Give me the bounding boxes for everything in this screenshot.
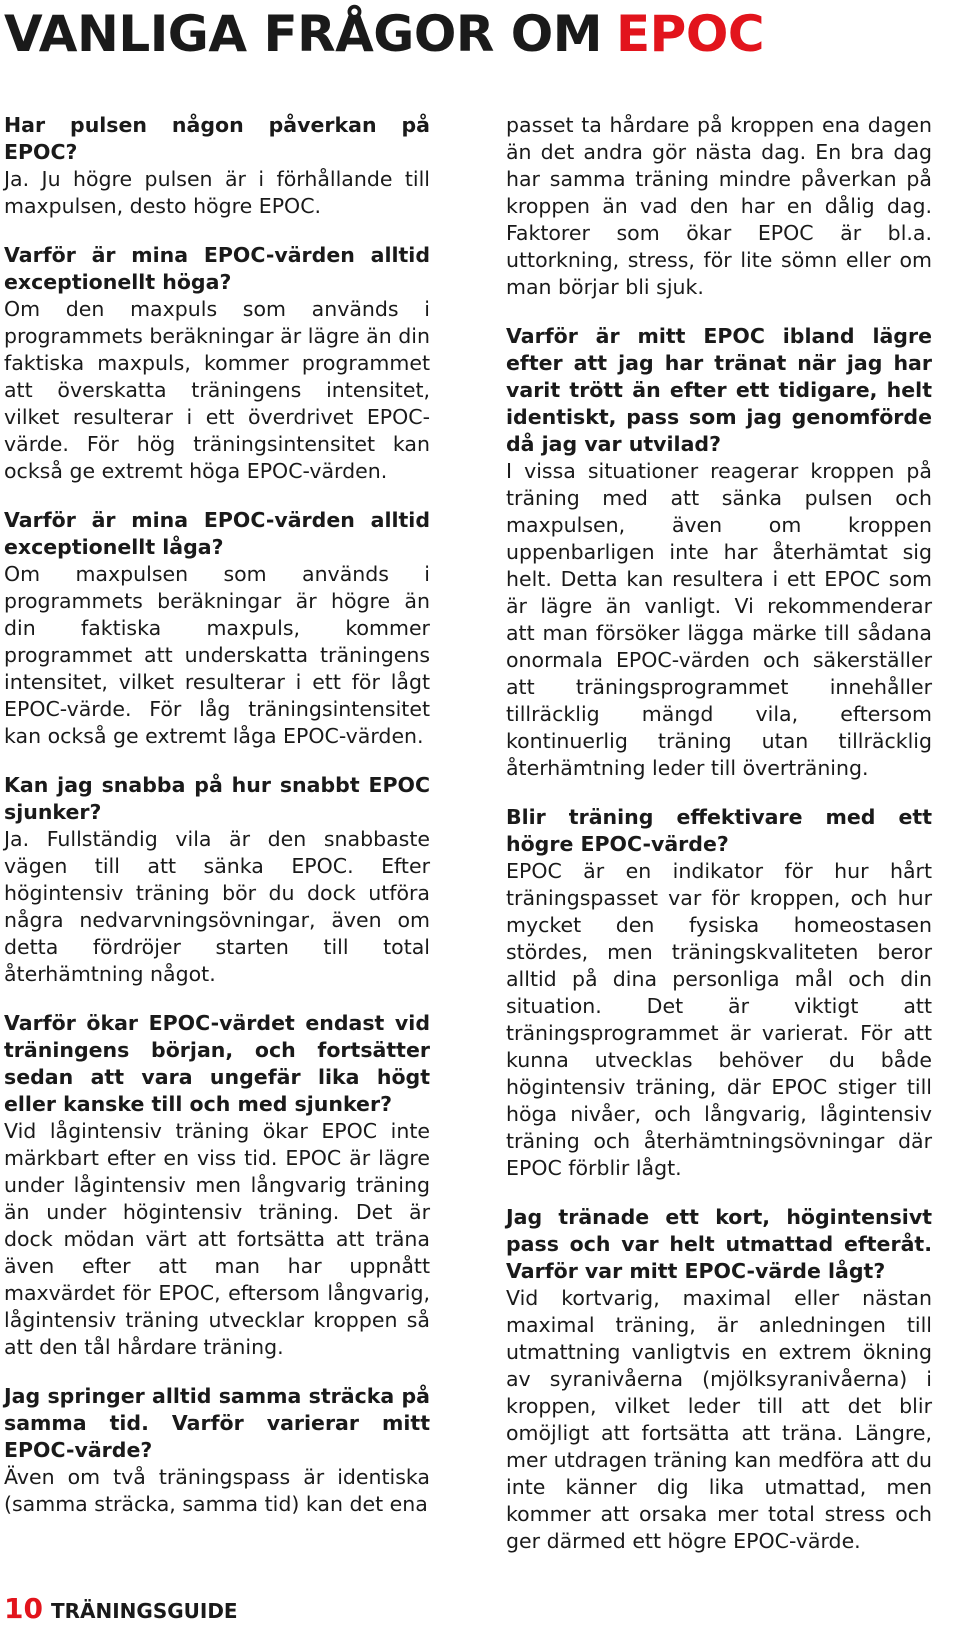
page-number: 10 (4, 1592, 43, 1625)
faq-item (4, 1383, 430, 1518)
faq-item (4, 772, 430, 988)
faq-answer: passet ta hårdare på kroppen ena dagen än det andra gör nästa dag. En bra dag har samma träning mindre påverkan på kroppen än vad den har en dålig dag. Faktorer som ökar EPOC är bl.a. uttorkning, stress, för lite sömn eller om man börjar bli sjuk. (506, 113, 932, 299)
faq-question: Varför är mina EPOC-värden alltid exceptionellt höga? (4, 243, 430, 294)
faq-answer: Ja. Ju högre pulsen är i förhållande till maxpulsen, desto högre EPOC. (4, 167, 430, 218)
faq-answer: Vid lågintensiv träning ökar EPOC inte märkbart efter en viss tid. EPOC är lägre under lågintensiv men långvarig träning än under högintensiv träning. Det är dock mödan värt att fortsätta att träna även efter att man har uppnått maxvärdet för EPOC, eftersom långvarig, lågintensiv träning utvecklar kroppen så att den tål hårdare träning. (4, 1119, 430, 1359)
faq-question: Kan jag snabba på hur snabbt EPOC sjunker? (4, 773, 430, 824)
faq-item (4, 507, 430, 750)
faq-answer: Ja. Fullständig vila är den snabbaste vägen till att sänka EPOC. Efter högintensiv träning bör du dock utföra några nedvarvningsövningar, även om detta fördröjer starten till total återhämtning något. (4, 827, 430, 986)
faq-question: Jag springer alltid samma sträcka på samma tid. Varför varierar mitt EPOC-värde? (4, 1384, 430, 1462)
faq-answer: EPOC är en indikator för hur hårt träningspasset var för kroppen, och hur mycket den fysiska homeostasen stördes, men träningskvaliteten beror alltid på dina personliga mål och din situation. Det är viktigt att träningsprogrammet är varierat. För att kunna utvecklas behöver du både högintensiv träning, där EPOC stiger till höga nivåer, och långvarig, lågintensiv träning och återhämtningsövningar där EPOC förblir lågt. (506, 859, 932, 1180)
guide-label: TRÄNINGSGUIDE (50, 1599, 238, 1623)
right-column (506, 112, 932, 1577)
faq-question: Varför är mitt EPOC ibland lägre efter att jag har tränat när jag har varit trött än efter ett tidigare, helt identiskt, pass som jag genomförde då jag var utvilad? (506, 324, 932, 456)
faq-question: Har pulsen någon påverkan på EPOC? (4, 113, 430, 164)
faq-question: Blir träning effektivare med ett högre EPOC-värde? (506, 805, 932, 856)
faq-answer: I vissa situationer reagerar kroppen på träning med att sänka pulsen och maxpulsen, även om kroppen uppenbarligen inte har återhämtat sig helt. Detta kan resultera i ett EPOC som är lägre än vanligt. Vi rekommenderar att man försöker lägga märke till sådana onormala EPOC-värden och säkerställer att träningsprogrammet innehåller tillräcklig mängd vila, eftersom kontinuerlig träning utan tillräcklig återhämtning leder till överträning. (506, 459, 932, 780)
faq-answer: Om maxpulsen som används i programmets beräkningar är högre än din faktiska maxpuls, kommer programmet att underskatta träningens intensitet, vilket resulterar i ett för lågt EPOC-värde. För låg träningsintensitet kan också ge extremt låga EPOC-värden. (4, 562, 430, 748)
page-footer (4, 1592, 238, 1625)
faq-item (4, 242, 430, 485)
faq-item (506, 1204, 932, 1555)
faq-question: Jag tränade ett kort, högintensivt pass och var helt utmattad efteråt. Varför var mitt EPOC-värde lågt? (506, 1205, 932, 1283)
faq-answer: Vid kortvarig, maximal eller nästan maximal träning, är anledningen till utmattning vanligtvis en extrem ökning av syranivåerna (mjölksyranivåerna) i kroppen, vilket leder till att det blir omöjligt att fortsätta att träna. Längre, mer utdragen träning kan medföra att du inte känner dig lika utmattad, men kommer att orsaka mer total stress och ger därmed ett högre EPOC-värde. (506, 1286, 932, 1553)
faq-answer: Även om två träningspass är identiska (samma sträcka, samma tid) kan det ena (4, 1465, 430, 1516)
faq-item (4, 112, 430, 220)
left-column (4, 112, 430, 1540)
page-title (4, 4, 764, 64)
faq-question: Varför ökar EPOC-värdet endast vid träningens början, och fortsätter sedan att vara ungefär lika högt eller kanske till och med sjunker? (4, 1011, 430, 1116)
faq-item (4, 1010, 430, 1361)
faq-answer: Om den maxpuls som används i programmets beräkningar är lägre än din faktiska maxpuls, kommer programmet att överskatta träningens intensitet, vilket resulterar i ett överdrivet EPOC-värde. För hög träningsintensitet kan också ge extremt höga EPOC-värden. (4, 297, 430, 483)
faq-item (506, 804, 932, 1182)
title-main: VANLIGA FRÅGOR OM (4, 5, 603, 63)
title-accent: EPOC (616, 5, 765, 63)
faq-item (506, 323, 932, 782)
faq-question: Varför är mina EPOC-värden alltid exceptionellt låga? (4, 508, 430, 559)
faq-item-continued (506, 112, 932, 301)
